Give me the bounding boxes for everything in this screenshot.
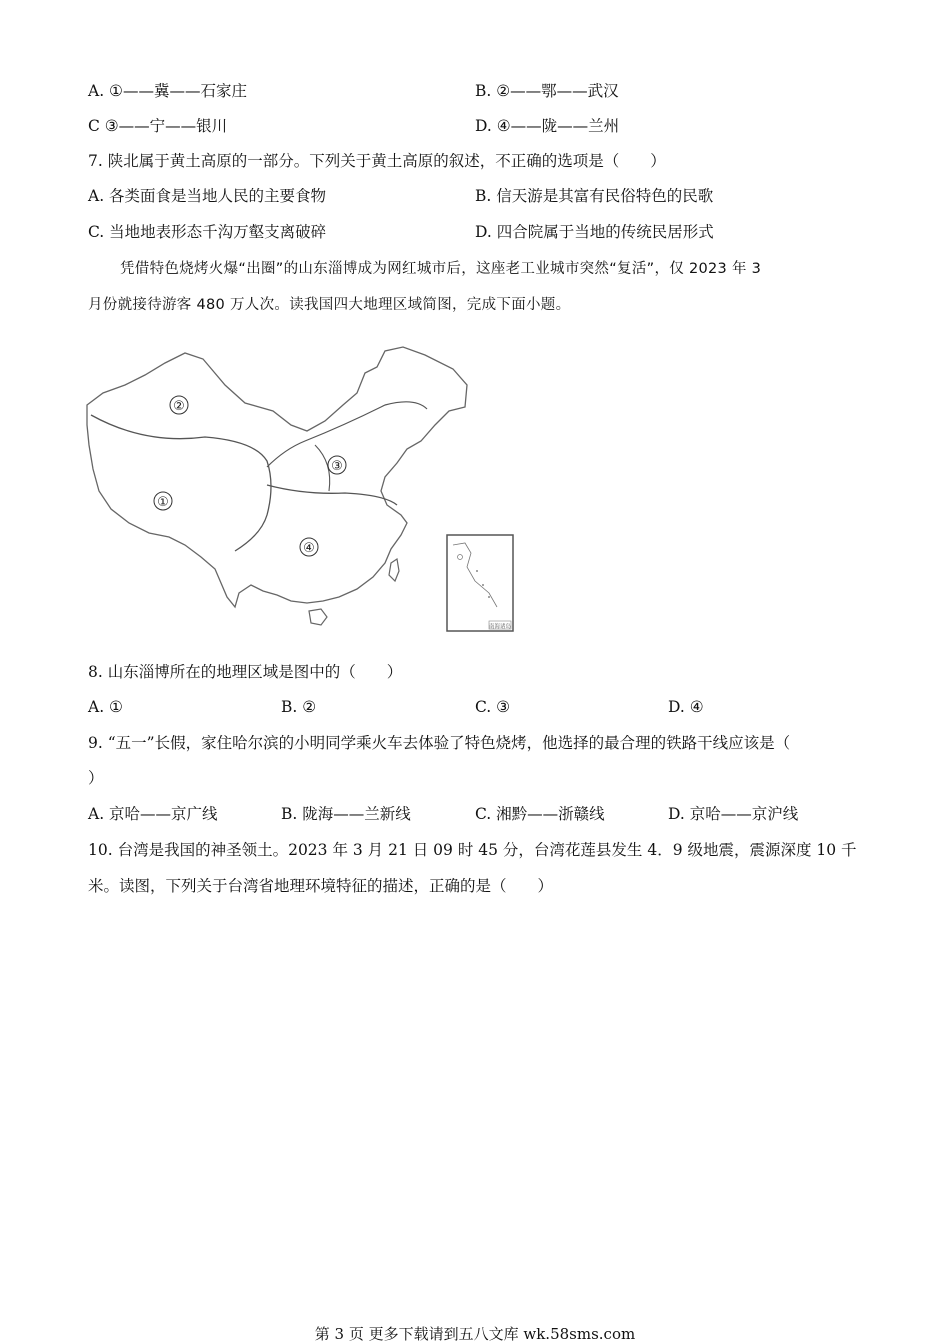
q7-stem: 7. 陕北属于黄土高原的一部分。下列关于黄土高原的叙述，不正确的选项是（ ）	[88, 152, 666, 170]
boundary-north-south	[267, 485, 397, 505]
boundary-northeast	[267, 402, 427, 467]
china-outline	[87, 347, 467, 607]
region-label-2	[170, 396, 188, 414]
q8-option-b: B. ②	[281, 698, 317, 716]
q8-option-a: A. ①	[88, 698, 123, 716]
region-label-3	[328, 456, 346, 474]
south-china-sea-inset	[447, 535, 513, 631]
page-footer: 第 3 页 更多下载请到五八文库 wk.58sms.com	[314, 1325, 636, 1343]
svg-text:③: ③	[331, 459, 343, 474]
q8-option-d: D. ④	[668, 698, 704, 716]
q9-option-b: B. 陇海——兰新线	[281, 805, 411, 823]
q6-option-b: B. ②——鄂——武汉	[475, 82, 619, 100]
intro-line-2: 月份就接待游客 480 万人次。读我国四大地理区域简图，完成下面小题。	[88, 297, 571, 313]
svg-text:①: ①	[157, 495, 169, 510]
svg-text:南海诸岛: 南海诸岛	[488, 624, 512, 630]
q9-stem: 9. “五一”长假，家住哈尔滨的小明同学乘火车去体验了特色烧烤，他选择的最合理的铁路干线应该是（	[88, 734, 791, 752]
china-regions-map	[85, 345, 525, 635]
intro-line-1: 凭借特色烧烤火爆“出圈”的山东淄博成为网红城市后，这座老工业城市突然“复活”，仅 2023 年 3	[120, 261, 762, 277]
q9-option-a: A. 京哈——京广线	[88, 805, 218, 823]
q10-stem-line-2: 米。读图，下列关于台湾省地理环境特征的描述，正确的是（ ）	[88, 877, 554, 895]
boundary-east	[315, 445, 330, 491]
hainan-island	[309, 609, 327, 625]
q9-stem-continued: ）	[88, 769, 104, 787]
q8-option-c: C. ③	[475, 698, 511, 716]
svg-text:②: ②	[173, 399, 185, 414]
q7-option-d: D. 四合院属于当地的传统民居形式	[475, 223, 714, 241]
region-label-1	[154, 492, 172, 510]
q7-option-a: A. 各类面食是当地人民的主要食物	[88, 187, 327, 205]
q7-option-c: C. 当地地表形态千沟万壑支离破碎	[88, 223, 327, 241]
region-label-4	[300, 538, 318, 556]
q6-option-a: A. ①——冀——石家庄	[88, 82, 247, 100]
q9-option-d: D. 京哈——京沪线	[668, 805, 799, 823]
q9-option-c: C. 湘黔——浙赣线	[475, 805, 605, 823]
q10-stem-line-1: 10. 台湾是我国的神圣领土。2023 年 3 月 21 日 09 时 45 分，台湾花莲县发生 4．9 级地震，震源深度 10 千	[88, 841, 857, 859]
q6-option-d: D. ④——陇——兰州	[475, 117, 620, 135]
taiwan-island	[389, 559, 399, 581]
svg-text:④: ④	[303, 541, 315, 556]
q8-stem: 8. 山东淄博所在的地理区域是图中的（ ）	[88, 663, 403, 681]
q7-option-b: B. 信天游是其富有民俗特色的民歌	[475, 187, 714, 205]
boundary-northwest	[91, 415, 271, 551]
q6-option-c: C ③——宁——银川	[88, 117, 228, 135]
